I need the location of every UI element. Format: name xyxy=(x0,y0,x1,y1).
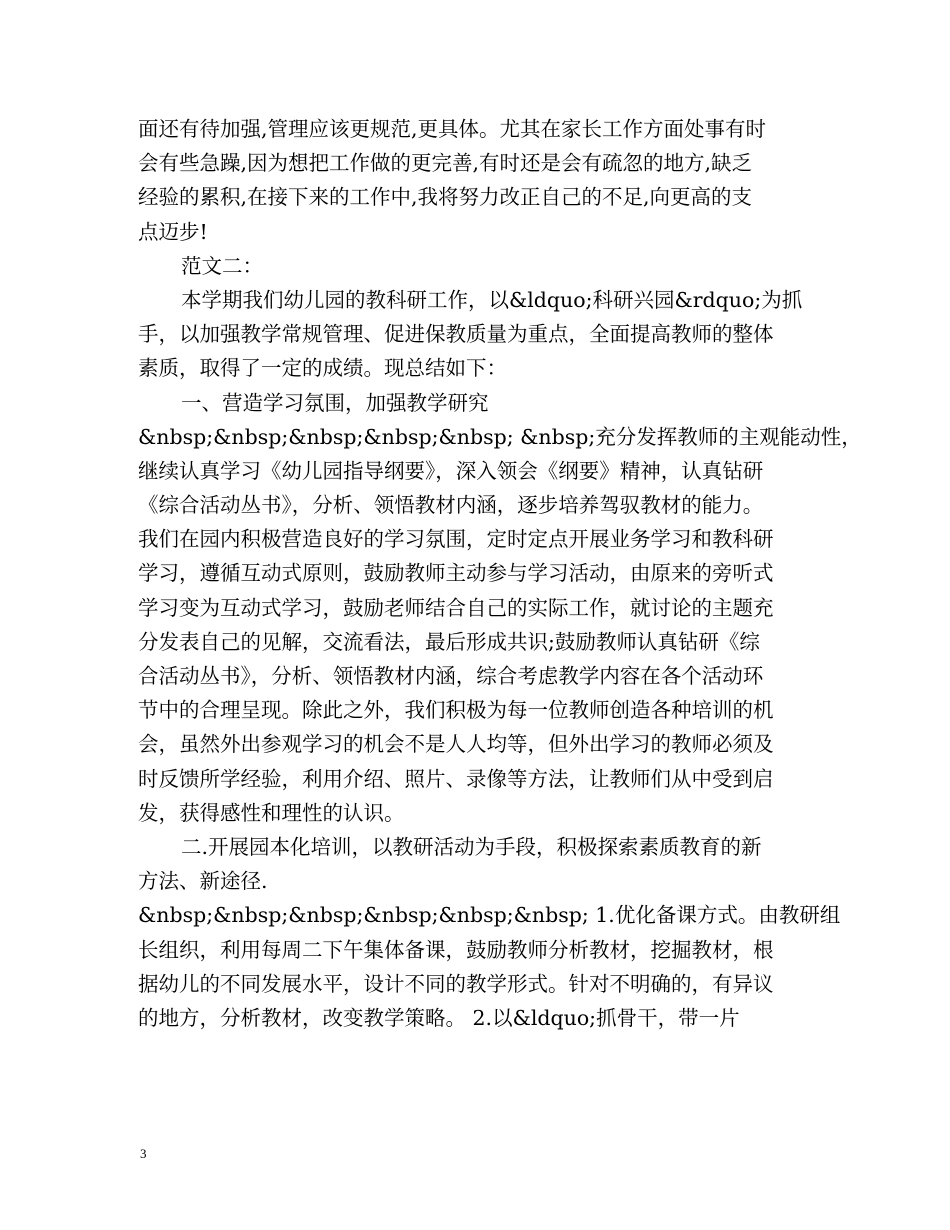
text-line: 手，以加强教学常规管理、促进保教质量为重点，全面提高教师的整体 xyxy=(138,322,774,347)
text-line: 二.开展园本化培训，以教研活动为手段，积极探索素质教育的新 xyxy=(181,834,762,859)
text-line: 经验的累积,在接下来的工作中,我将努力改正自己的不足,向更高的支 xyxy=(138,185,753,210)
text-line: 一、营造学习氛围，加强教学研究 xyxy=(181,390,489,415)
text-line: 会，虽然外出参观学习的机会不是人人均等，但外出学习的教师必须及 xyxy=(138,732,774,757)
text-line: &nbsp;&nbsp;&nbsp;&nbsp;&nbsp; &nbsp;充分发挥教师的主观能动性， xyxy=(138,424,862,449)
text-line: 《综合活动丛书》，分析、领悟教材内涵，逐步培养驾驭教材的能力。 xyxy=(138,493,764,518)
text-line: 面还有待加强,管理应该更规范,更具体。尤其在家长工作方面处事有时 xyxy=(138,117,767,141)
text-line: 本学期我们幼儿园的教科研工作，以&ldquo;科研兴园&rdquo;为抓 xyxy=(181,287,803,312)
text-line: 长组织，利用每周二下午集体备课，鼓励教师分析教材，挖掘教材，根 xyxy=(138,937,774,962)
text-line: 会有些急躁,因为想把工作做的更完善,有时还是会有疏忽的地方,缺乏 xyxy=(138,151,753,176)
text-line: 学习，遵循互动式原则，鼓励教师主动参与学习活动，由原来的旁听式 xyxy=(138,561,774,586)
text-line: 发，获得感性和理性的认识。 xyxy=(138,800,405,825)
text-line: 的地方，分析教材，改变教学策略。 2.以&ldquo;抓骨干，带一片 xyxy=(138,1005,740,1030)
text-line: 据幼儿的不同发展水平，设计不同的教学形式。针对不明确的，有异议 xyxy=(138,971,774,996)
text-line: 继续认真学习《幼儿园指导纲要》，深入领会《纲要》精神，认真钻研 xyxy=(138,458,764,483)
text-line: 时反馈所学经验，利用介绍、照片、录像等方法，让教师们从中受到启 xyxy=(138,766,774,791)
text-line: 点迈步! xyxy=(138,219,208,244)
text-line: 范文二： xyxy=(181,253,263,278)
text-line: &nbsp;&nbsp;&nbsp;&nbsp;&nbsp;&nbsp; 1.优化备课方式。由教研组 xyxy=(138,903,841,928)
text-line: 方法、新途径. xyxy=(138,869,268,894)
text-line: 节中的合理呈现。除此之外，我们积极为每一位教师创造各种培训的机 xyxy=(138,698,774,723)
text-line: 我们在园内积极营造良好的学习氛围，定时定点开展业务学习和教科研 xyxy=(138,527,774,552)
text-line: 素质，取得了一定的成绩。现总结如下： xyxy=(138,356,507,381)
text-line: 学习变为互动式学习，鼓励老师结合自己的实际工作，就讨论的主题充 xyxy=(138,595,774,620)
text-line: 合活动丛书》，分析、领悟教材内涵，综合考虑教学内容在各个活动环 xyxy=(138,664,764,688)
text-line: 分发表自己的见解，交流看法，最后形成共识;鼓励教师认真钻研《综 xyxy=(138,629,760,654)
page-number: 3 xyxy=(140,1146,147,1161)
document-body xyxy=(138,112,862,1035)
